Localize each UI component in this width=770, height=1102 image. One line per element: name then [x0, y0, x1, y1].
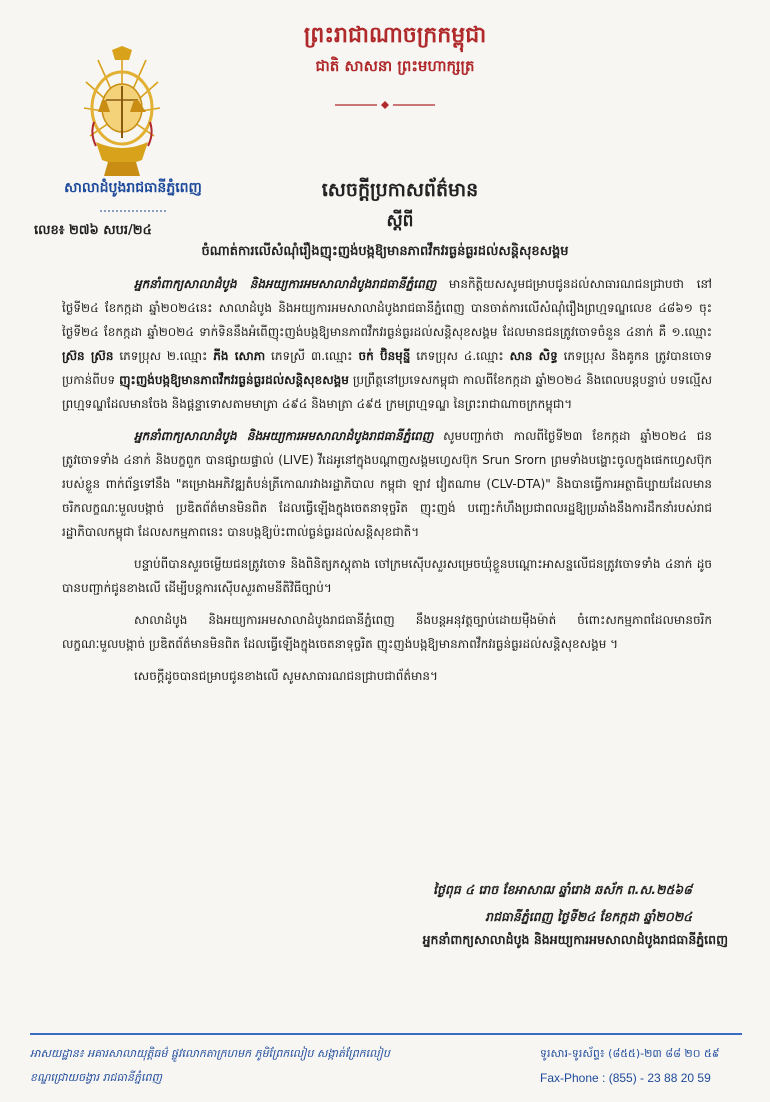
address-line-1: អាសយដ្ឋាន៖ អគារសាលាយុត្តិធម៌ ផ្លូវលោកតាក្រហមក ភូមិព្រែកលៀប សង្កាត់ព្រែកលៀប	[30, 1047, 390, 1060]
paragraph-1	[62, 272, 712, 416]
signatory: អ្នកនាំពាក្យសាលាដំបូង និងអយ្យការអមសាលាដំបូងរាជធានីភ្នំពេញ	[422, 932, 728, 947]
kingdom-motto: ជាតិ សាសនា ព្រះមហាក្សត្រ	[315, 57, 475, 75]
accused-name-2: ភីង សោភា	[213, 349, 266, 363]
kingdom-title: ព្រះរាជាណាចក្រកម្ពុជា	[303, 22, 487, 48]
spokesperson-lead: អ្នកនាំពាក្យសាលាដំបូង និងអយ្យការអមសាលាដំបូងរាជធានីភ្នំពេញ	[134, 429, 434, 443]
p2-text-a: សូមបញ្ជាក់ថា កាលពីថ្ងៃទី២៣ ខែកក្កដា ឆ្នាំ២០២៤ ជនត្រូវចោទទាំង ៤នាក់ និងបក្ខពួក បានផ្សាយផ្ទាល់ (LIVE)	[62, 429, 712, 467]
p1-text-b: ភេទប្រុស ២.ឈ្មោះ	[113, 349, 214, 363]
footer-address	[30, 1042, 500, 1090]
p1-text-f: ប្រព្រឹត្តនៅប្រទេសកម្ពុជា កាលពីខែកក្កដា ឆ្នាំ២០២៤ និងពេលបន្តបន្ទាប់ បទល្មើសព្រហ្មទណ្ឌដែលមានចែង និងផ្តន្ទាទោសតាមមាត្រា ៤៩៤ និងមាត្រា ៤៩៥ ក្រមព្រហ្មទណ្ឌ នៃព្រះរាជាណាចក្រកម្ពុជា។	[62, 373, 712, 411]
accused-name-1: ស្រ៊ន ស្រ៊ន	[62, 349, 114, 363]
court-emblem-icon	[82, 46, 162, 178]
fax-phone: Fax-Phone : (855) - 23 88 20 59	[540, 1071, 711, 1085]
document-subject: ចំណាត់ការលើសំណុំរឿងញុះញង់បង្កឱ្យមានភាពវឹកវរធ្ងន់ធ្ងរដល់សន្តិសុខសង្គម	[201, 244, 569, 259]
phone-khmer: ទូរសារ-ទូរស័ព្ទ៖ (៨៥៥)-២៣ ៨៨ ២០ ៥៩	[540, 1047, 720, 1060]
offense-name: ញុះញង់បង្កឱ្យមានភាពវឹកវរធ្ងន់ធ្ងរដល់សន្តិសុខសង្គម	[119, 373, 349, 387]
document-number: លេខ៖ ២៧៦ សបរ/២៤	[34, 223, 152, 238]
document-about: ស្តីពី	[386, 211, 414, 231]
address-line-2: ខណ្ឌជ្រោយចង្វារ រាជធានីភ្នំពេញ	[30, 1071, 162, 1084]
p1-text-e: ភេទប្រុស និងគូកន ត្រូវបានចោទប្រកាន់ពីបទ	[62, 349, 712, 387]
paragraph-5: សេចក្តីដូចបានជម្រាបជូនខាងលើ សូមសាធារណជនជ្រាបជាព័ត៌មាន។	[134, 669, 438, 683]
header-ornament-divider	[333, 100, 437, 110]
footer-contact	[540, 1042, 750, 1090]
accused-name-3: ចក់ ប៊ិនមុន្នី	[358, 349, 411, 363]
paragraph-3: បន្ទាប់ពីបានសួរចម្លើយជនត្រូវចោទ និងពិនិត្យភស្តុតាង ចៅក្រមស៊ើបសួរសម្រេចឃុំខ្លួនបណ្តោះអាសន្នលើជនត្រូវចោទទាំង ៤នាក់ ដូចបានបញ្ជាក់ជូនខាងលើ ដើម្បីបន្តការស៊ើបសួរតាមនីតិវិធីច្បាប់។	[62, 557, 712, 595]
p1-text-a: មានកិត្តិយសសូមជម្រាបជូនដល់សាធារណជនជ្រាបថា នៅថ្ងៃទី២៤ ខែកក្កដា ឆ្នាំ២០២៤នេះ សាលាដំបូង និងអយ្យការអមសាលាដំបូងរាជធានីភ្នំពេញ បានចាត់ការលើសំណុំរឿងព្រហ្មទណ្ឌលេខ ៤៨៦១ ចុះថ្ងៃទី២៤ ខែកក្កដា ឆ្នាំ២០២៤ ទាក់ទិននឹងអំពើញុះញង់បង្កឱ្យមានភាពវឹកវរធ្ងន់ធ្ងរដល់សន្តិសុខសង្គម ដែលមានជនត្រូវចោទចំនួន ៤នាក់ គឺ ១.ឈ្មោះ	[62, 277, 712, 339]
spokesperson-lead: អ្នកនាំពាក្យសាលាដំបូង និងអយ្យការអមសាលាដំបូងរាជធានីភ្នំពេញ	[134, 277, 437, 291]
footer-divider	[30, 1033, 742, 1035]
lunar-date: ថ្ងៃពុធ ៤ រោច ខែអាសាឍ ឆ្នាំរោង ឆស័ក ព.ស.២៥៦៨	[433, 882, 692, 897]
accused-name-4: សាន សិទ្ធ	[509, 349, 558, 363]
document-body	[62, 272, 712, 696]
court-name: សាលាដំបូងរាជធានីភ្នំពេញ	[64, 180, 202, 196]
p1-text-d: ភេទប្រុស ៤.ឈ្មោះ	[410, 349, 510, 363]
p1-text-c: ភេទស្រី ៣.ឈ្មោះ	[265, 349, 359, 363]
place-date: រាជធានីភ្នំពេញ ថ្ងៃទី២៤ ខែកក្កដា ឆ្នាំ២០២៤	[485, 909, 692, 924]
paragraph-2	[62, 424, 712, 544]
closing-dates	[392, 876, 692, 930]
p2-text-b: វីដេអូនៅក្នុងបណ្តាញសង្គមហ្វេសប៊ុក Srun Srorn ព្រមទាំងបង្ហោះចូលក្នុងផេកហ្វេសប៊ុករបស់ខ្លួន ពាក់ព័ន្ធទៅនឹង "គម្រោងអភិវឌ្ឍតំបន់ត្រីកោណរវាងរដ្ឋាភិបាល កម្ពុជា ឡាវ វៀតណាម (CLV-DTA)" និងបានធ្វើការអត្ថាធិប្បាយដែលមានចរិកលក្ខណៈមួលបង្កាច់ ប្រឌិតព័ត៌មានមិនពិត ដែលធ្វើឡើងក្នុងចេតនាទុច្ចរិត ញុះញង់ បញ្ឆេះកំហឹងប្រជាពលរដ្ឋឱ្យប្រឆាំងនឹងការដឹកនាំរបស់រាជរដ្ឋាភិបាលកម្ពុជា ដែលសកម្មភាពនេះ បានបង្កឱ្យប៉ះពាល់ធ្ងន់ធ្ងរដល់សន្តិសុខជាតិ។	[62, 453, 713, 539]
kingdom-header	[250, 20, 540, 78]
paragraph-4: សាលាដំបូង និងអយ្យការអមសាលាដំបូងរាជធានីភ្នំពេញ នឹងបន្តអនុវត្តច្បាប់ដោយម៉ឺងម៉ាត់ ចំពោះសកម្មភាពដែលមានចរិកលក្ខណៈមួលបង្កាច់ ប្រឌិតព័ត៌មានមិនពិត ដែលធ្វើឡើងក្នុងចេតនាទុច្ចរិត ញុះញង់បង្កឱ្យមានភាពវឹកវរធ្ងន់ធ្ងរដល់សន្តិសុខសង្គម ។	[62, 613, 712, 651]
court-name-underline	[100, 208, 166, 214]
document-title: សេចក្តីប្រកាសព័ត៌មាន	[321, 179, 479, 201]
